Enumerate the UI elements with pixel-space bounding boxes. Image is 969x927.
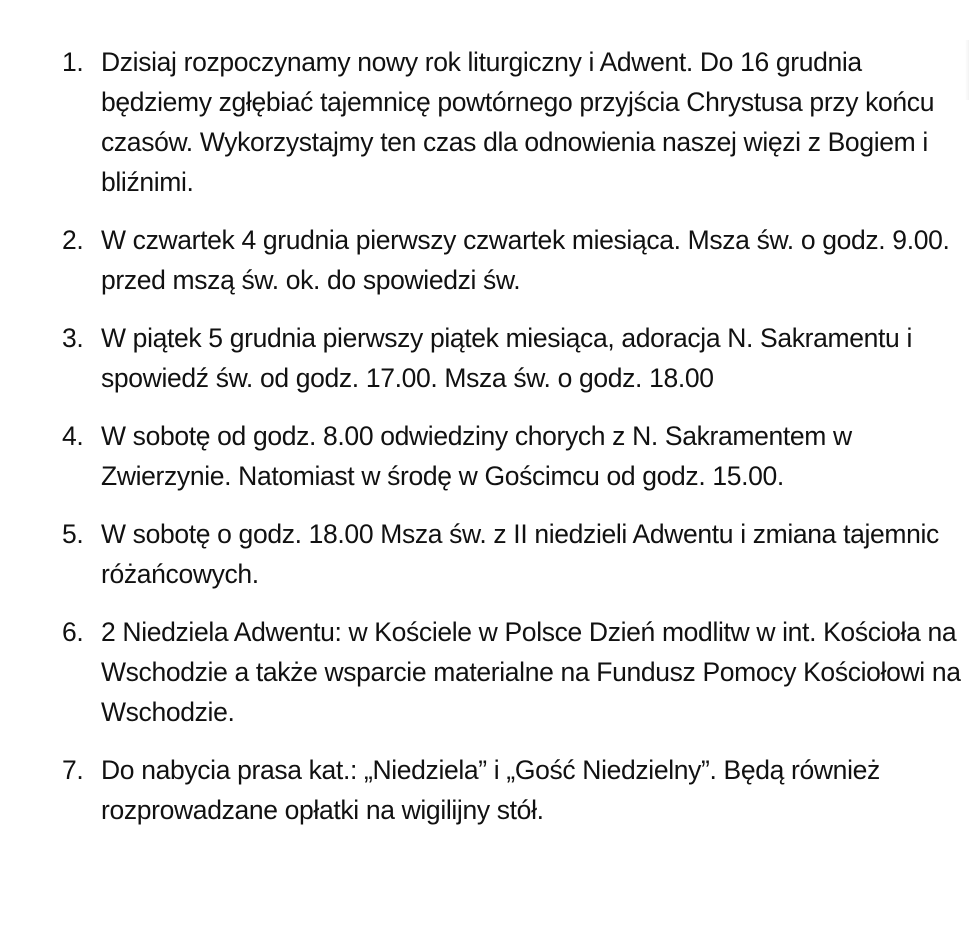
announcement-item-6	[62, 612, 962, 732]
item-text: W sobotę o godz. 18.00 Msza św. z II niedzieli Adwentu i zmiana tajemnic różańcowych.	[101, 519, 939, 589]
item-text: 2 Niedziela Adwentu: w Kościele w Polsce Dzień modlitw w int. Kościoła na Wschodzie a także wsparcie materialne na Fundusz Pomocy Kościołowi na Wschodzie.	[101, 617, 961, 727]
item-text: W sobotę od godz. 8.00 odwiedziny chorych z N. Sakramentem w Zwierzynie. Natomiast w środę w Gościmcu od godz. 15.00.	[101, 421, 852, 491]
item-number: 6.	[62, 617, 84, 647]
item-number: 4.	[62, 421, 84, 451]
item-text: Dzisiaj rozpoczynamy nowy rok liturgiczny i Adwent. Do 16 grudnia będziemy zgłębiać tajemnicę powtórnego przyjścia Chrystusa przy końcu czasów. Wykorzystajmy ten czas dla odnowienia naszej więzi z Bogiem i bliźnimi.	[101, 47, 935, 197]
page-edge-shadow	[965, 40, 969, 100]
item-number: 1.	[62, 47, 84, 77]
announcement-item-7	[62, 750, 962, 830]
announcement-item-2	[62, 220, 962, 300]
item-number: 3.	[62, 323, 84, 353]
item-text: Do nabycia prasa kat.: „Niedziela” i „Gość Niedzielny”. Będą również rozprowadzane opłatki na wigilijny stół.	[101, 755, 880, 825]
announcement-item-3	[62, 318, 962, 398]
item-number: 2.	[62, 225, 84, 255]
announcement-item-5	[62, 514, 962, 594]
announcements-list	[62, 42, 962, 848]
item-number: 5.	[62, 519, 84, 549]
announcement-item-1	[62, 42, 962, 202]
item-number: 7.	[62, 755, 84, 785]
item-text: W czwartek 4 grudnia pierwszy czwartek miesiąca. Msza św. o godz. 9.00. przed mszą św. ok. do spowiedzi św.	[101, 225, 950, 295]
item-text: W piątek 5 grudnia pierwszy piątek miesiąca, adoracja N. Sakramentu i spowiedź św. od godz. 17.00. Msza św. o godz. 18.00	[101, 323, 912, 393]
announcement-item-4	[62, 416, 962, 496]
